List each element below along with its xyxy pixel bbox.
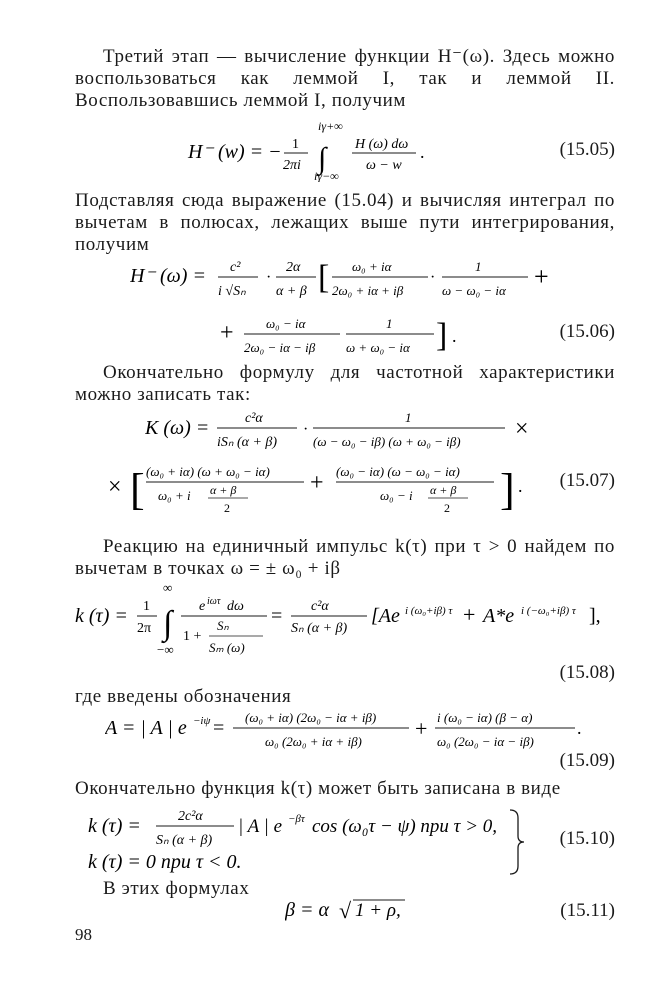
svg-text:c²α: c²α [311,599,329,614]
svg-text:Sₙ (α + β): Sₙ (α + β) [156,833,213,848]
svg-text:ω₀ + iα: ω₀ + iα [352,259,392,274]
svg-text:2π: 2π [137,621,152,636]
svg-text:+: + [310,470,324,496]
svg-text:2πi: 2πi [283,158,301,173]
equation-15-08 [75,580,620,660]
equation-15-10 [88,802,538,876]
svg-text:A = | A | e: A = | A | e [105,717,187,739]
svg-text:.: . [452,326,457,346]
svg-text:×: × [108,474,122,500]
svg-text:Sₙ: Sₙ [217,618,229,633]
svg-text:∞: ∞ [163,580,173,595]
svg-text:1: 1 [292,137,299,152]
svg-text:[: [ [130,465,145,514]
equation-15-07-line-b [108,458,538,526]
svg-text:+: + [463,602,476,627]
paragraph-6: Окончательно функция k(τ) может быть записана в виде [75,778,561,799]
svg-text:ω₀ − i: ω₀ − i [380,488,413,503]
svg-text:(ω₀ + iα) (2ω₀ − iα + iβ): (ω₀ + iα) (2ω₀ − iα + iβ) [245,710,377,725]
svg-text:iSₙ (α + β): iSₙ (α + β) [217,435,278,450]
svg-text:(ω₀ + iα) (ω + ω₀ − iα): (ω₀ + iα) (ω + ω₀ − iα) [146,464,270,479]
svg-text:1: 1 [143,599,150,614]
equation-number-15-08: (15.08) [559,662,615,683]
paragraph-2: Подставляя сюда выражение (15.04) и вычисляя интеграл по вычетам в полюсах, лежащих выше пути интегрирования, получим [75,190,615,255]
svg-text:e: e [199,599,206,614]
svg-text:ω₀ − iα: ω₀ − iα [266,316,306,331]
svg-text:Sₘ (ω): Sₘ (ω) [209,640,245,655]
paragraph-4: Реакцию на единичный импульс k(τ) при τ > 0 найдем по вычетам в точках ω = ± ω₀ + iβ [75,536,615,579]
svg-text:.: . [518,476,523,496]
equation-number-15-10: (15.10) [559,828,615,849]
page-number: 98 [75,925,92,944]
equation-15-11 [285,894,425,926]
svg-text:√: √ [339,898,352,923]
svg-text:1 +: 1 + [183,629,202,644]
svg-text:i (−ω₀+iβ) τ: i (−ω₀+iβ) τ [521,605,576,617]
svg-text:·: · [430,269,436,286]
svg-text:],: ], [589,605,601,627]
svg-text:ω₀ (2ω₀ + iα + iβ): ω₀ (2ω₀ + iα + iβ) [265,734,362,749]
equation-15-05 [180,118,480,182]
svg-text:−∞: −∞ [157,642,174,657]
svg-text:c²α: c²α [245,411,263,426]
svg-text:ω − ω₀ − iα: ω − ω₀ − iα [442,283,506,298]
svg-text:2: 2 [444,501,450,515]
svg-text:iγ+∞: iγ+∞ [318,119,343,133]
paragraph-5: где введены обозначения [75,686,292,707]
svg-text:·: · [266,269,272,286]
svg-text:+: + [415,716,428,741]
svg-text:Sₙ (α + β): Sₙ (α + β) [291,621,348,636]
svg-text:2ω₀ + iα + iβ: 2ω₀ + iα + iβ [332,283,404,298]
svg-text:1: 1 [475,259,482,274]
svg-text:α + β: α + β [210,483,237,497]
svg-text:cos (ω₀τ − ψ) при τ > 0,: cos (ω₀τ − ψ) при τ > 0, [312,816,498,837]
svg-text:| A | e: | A | e [238,816,283,837]
svg-text:ω + ω₀ − iα: ω + ω₀ − iα [346,340,410,355]
svg-text:[Ae: [Ae [371,605,400,627]
svg-text:2ω₀ − iα − iβ: 2ω₀ − iα − iβ [244,340,316,355]
equation-number-15-11: (15.11) [560,900,615,921]
svg-text:i (ω₀+iβ) τ: i (ω₀+iβ) τ [405,605,453,617]
svg-text:dω: dω [227,599,244,614]
svg-text:K (ω) =: K (ω) = [145,417,210,439]
svg-text:H⁻ (ω) =: H⁻ (ω) = [130,265,206,287]
svg-text:H (ω) dω: H (ω) dω [355,137,409,152]
svg-text:+: + [220,320,234,346]
svg-text:A*e: A*e [483,605,515,627]
equation-number-15-07: (15.07) [559,470,615,491]
svg-text:α + β: α + β [276,284,307,299]
svg-text:iωτ: iωτ [207,596,221,607]
svg-text:ω₀ (2ω₀ − iα − iβ): ω₀ (2ω₀ − iα − iβ) [437,734,534,749]
equation-number-15-05: (15.05) [559,139,615,160]
svg-text:+: + [534,262,549,291]
svg-text:(ω − ω₀ − iβ) (ω + ω₀ − iβ): (ω − ω₀ − iβ) (ω + ω₀ − iβ) [313,434,461,449]
svg-text:.: . [577,718,582,738]
svg-text:iγ−∞: iγ−∞ [314,169,339,182]
svg-text:]: ] [500,465,515,514]
svg-text:−iψ: −iψ [193,715,211,727]
svg-text:2: 2 [224,501,230,515]
svg-text:[: [ [318,259,330,296]
svg-text:∫: ∫ [163,605,173,642]
paragraph-3: Окончательно формулу для частотной характеристики можно записать так: [75,362,615,405]
svg-text:1 + ρ,: 1 + ρ, [355,900,401,921]
equation-number-15-09: (15.09) [559,750,615,771]
svg-text:i √Sₙ: i √Sₙ [218,284,246,299]
svg-text:i (ω₀ − iα) (β − α): i (ω₀ − iα) (β − α) [437,710,533,725]
svg-text:H⁻ (w) = −: H⁻ (w) = − [188,141,282,163]
svg-text:(ω₀ − iα) (ω − ω₀ − iα): (ω₀ − iα) (ω − ω₀ − iα) [336,464,460,479]
paragraph-7: В этих формулах [103,878,250,899]
svg-text:]: ] [436,317,448,354]
paragraph-1: Третий этап — вычисление функции H⁻(ω). Здесь можно воспользоваться как леммой I, так и леммой II. Воспользовавшись леммой I, получим [75,46,615,111]
svg-text:=: = [271,605,283,627]
svg-text:α + β: α + β [430,483,457,497]
svg-text:c²: c² [230,260,241,275]
svg-text:.: . [420,142,425,162]
equation-15-09 [105,708,595,758]
svg-text:1: 1 [405,410,412,425]
svg-text:k (τ) = 0 при τ < 0.: k (τ) = 0 при τ < 0. [88,851,242,873]
equation-15-06-line-b [220,312,480,362]
svg-text:×: × [515,416,529,442]
svg-text:ω₀ + i: ω₀ + i [158,488,191,503]
svg-text:=: = [213,717,225,739]
svg-text:∫: ∫ [318,142,327,175]
svg-text:·: · [303,421,309,438]
svg-text:1: 1 [386,316,393,331]
svg-text:k (τ) =: k (τ) = [75,605,128,627]
svg-text:k (τ) =: k (τ) = [88,815,141,837]
equation-number-15-06: (15.06) [559,321,615,342]
svg-text:−βτ: −βτ [288,813,305,825]
equation-15-06-line-a [130,252,590,308]
svg-text:2α: 2α [286,260,301,275]
equation-15-07-line-a [145,404,555,456]
svg-text:β = α: β = α [285,899,329,921]
svg-text:ω − w: ω − w [366,158,402,173]
svg-text:2c²α: 2c²α [178,809,203,824]
